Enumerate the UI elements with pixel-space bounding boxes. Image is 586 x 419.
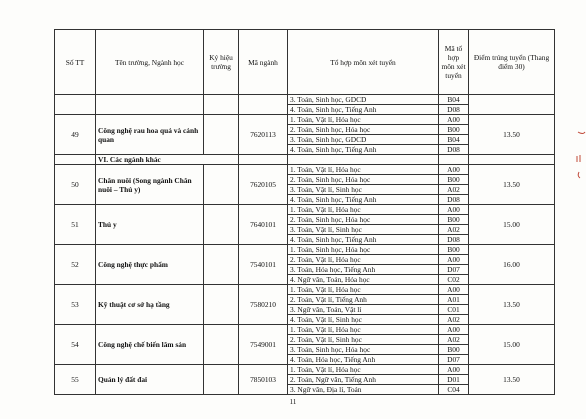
combo-cell: 4. Toán, Sinh học, Tiếng Anh (288, 105, 439, 115)
combo-code-cell: A00 (439, 255, 469, 265)
combo-cell: 2. Toán, Sinh học, Hóa học (288, 215, 439, 225)
major-code-cell: 7549001 (239, 325, 288, 365)
table-row (55, 365, 555, 375)
table-row (55, 245, 555, 255)
combo-code-cell: C04 (439, 385, 469, 395)
combo-cell: 1. Toán, Vật lí, Hóa học (288, 205, 439, 215)
table-row (55, 205, 555, 215)
combo-cell: 3. Toán, Sinh học, Hóa học (288, 345, 439, 355)
score-cell: 13.50 (469, 285, 555, 325)
major-name-cell: Quản lý đất đai (96, 365, 204, 395)
combo-cell: 2. Toán, Vật lí, Sinh học (288, 335, 439, 345)
combo-cell: 1. Toán, Sinh học, Hóa học (288, 245, 439, 255)
combo-cell: 4. Toán, Sinh học, Tiếng Anh (288, 235, 439, 245)
combo-cell: 4. Toán, Hóa học, Tiếng Anh (288, 355, 439, 365)
major-name-cell: Chăn nuôi (Song ngành Chăn nuôi – Thú y) (96, 165, 204, 205)
table-row (55, 285, 555, 295)
combo-cell: 3. Ngữ văn, Địa lí, Toán (288, 385, 439, 395)
combo-code-cell: B00 (439, 125, 469, 135)
table-row (55, 115, 555, 125)
stamp-fragment-icon (572, 128, 586, 188)
combo-code-cell: A02 (439, 315, 469, 325)
combo-code-cell: C02 (439, 275, 469, 285)
combo-code-cell: A02 (439, 335, 469, 345)
combo-cell: 1. Toán, Vật lí, Hóa học (288, 365, 439, 375)
combo-cell: 1. Toán, Vật lí, Hóa học (288, 115, 439, 125)
combo-cell: 3. Toán, Vật lí, Sinh học (288, 225, 439, 235)
major-code-cell: 7540101 (239, 245, 288, 285)
stt-cell: 51 (55, 205, 96, 245)
stt-cell: 52 (55, 245, 96, 285)
major-code-cell: 7850103 (239, 365, 288, 395)
combo-code-cell: B00 (439, 245, 469, 255)
major-code-cell: 7640101 (239, 205, 288, 245)
stt-cell: 54 (55, 325, 96, 365)
combo-code-cell: D01 (439, 375, 469, 385)
stt-cell: 53 (55, 285, 96, 325)
score-cell: 16.00 (469, 245, 555, 285)
major-code-cell: 7620105 (239, 165, 288, 205)
header-stt: Số TT (55, 30, 96, 95)
combo-code-cell: D08 (439, 195, 469, 205)
major-name-cell: Công nghệ rau hoa quả và cảnh quan (96, 115, 204, 155)
stt-cell: 55 (55, 365, 96, 395)
major-code-cell: 7580210 (239, 285, 288, 325)
combo-code-cell: D08 (439, 105, 469, 115)
header-score: Điểm trúng tuyển (Thang điểm 30) (469, 30, 555, 95)
table-row (55, 325, 555, 335)
combo-cell: 3. Toán, Sinh học, GDCD (288, 95, 439, 105)
major-name-cell: Kỹ thuật cơ sở hạ tầng (96, 285, 204, 325)
section-row (55, 155, 555, 165)
header-combo-code: Mã tổ hợp môn xét tuyển (439, 30, 469, 95)
combo-cell: 4. Ngữ văn, Toán, Hóa học (288, 275, 439, 285)
section-title: VI. Các ngành khác (96, 155, 239, 165)
combo-code-cell: A00 (439, 115, 469, 125)
major-name-cell: Thú y (96, 205, 204, 245)
header-combo: Tổ hợp môn xét tuyển (288, 30, 439, 95)
major-code-cell: 7620113 (239, 115, 288, 155)
combo-cell: 4. Toán, Sinh học, Tiếng Anh (288, 145, 439, 155)
page-number: 11 (289, 398, 297, 406)
combo-cell: 2. Toán, Vật lí, Tiếng Anh (288, 295, 439, 305)
stt-cell: 49 (55, 115, 96, 155)
combo-code-cell: A02 (439, 185, 469, 195)
combo-code-cell: C01 (439, 305, 469, 315)
major-name-cell: Công nghệ thực phẩm (96, 245, 204, 285)
combo-code-cell: B04 (439, 135, 469, 145)
combo-code-cell: A00 (439, 325, 469, 335)
combo-code-cell: B00 (439, 345, 469, 355)
combo-code-cell: A00 (439, 205, 469, 215)
combo-code-cell: A01 (439, 295, 469, 305)
combo-code-cell: A00 (439, 165, 469, 175)
score-cell: 13.50 (469, 115, 555, 155)
major-name-cell: Công nghệ chế biến lâm sản (96, 325, 204, 365)
combo-code-cell: A00 (439, 285, 469, 295)
combo-code-cell: A00 (439, 365, 469, 375)
combo-cell: 1. Toán, Vật lí, Hóa học (288, 285, 439, 295)
score-cell: 13.50 (469, 165, 555, 205)
combo-cell: 1. Toán, Vật lí, Hóa học (288, 325, 439, 335)
combo-cell: 2. Toán, Ngữ văn, Tiếng Anh (288, 375, 439, 385)
combo-cell: 2. Toán, Sinh học, Hóa học (288, 125, 439, 135)
combo-code-cell: B04 (439, 95, 469, 105)
combo-cell: 4. Toán, Sinh học, Tiếng Anh (288, 195, 439, 205)
stt-cell: 50 (55, 165, 96, 205)
table-row (55, 95, 555, 105)
combo-cell: 3. Toán, Vật lí, Sinh học (288, 185, 439, 195)
score-cell: 13.50 (469, 365, 555, 395)
combo-code-cell: D08 (439, 145, 469, 155)
combo-cell: 4. Toán, Vật lí, Sinh học (288, 315, 439, 325)
combo-code-cell: D07 (439, 265, 469, 275)
combo-cell: 1. Toán, Vật lí, Hóa học (288, 165, 439, 175)
combo-code-cell: D08 (439, 235, 469, 245)
table-header-row (55, 30, 555, 95)
combo-cell: 3. Ngữ văn, Toán, Vật lí (288, 305, 439, 315)
header-major-code: Mã ngành (239, 30, 288, 95)
header-code-kh: Ký hiệu trường (204, 30, 239, 95)
combo-cell: 2. Toán, Vật lí, Hóa học (288, 255, 439, 265)
combo-code-cell: B00 (439, 215, 469, 225)
admission-scores-table (54, 29, 555, 395)
combo-cell: 2. Toán, Sinh học, Hóa học (288, 175, 439, 185)
score-cell: 15.00 (469, 205, 555, 245)
score-cell: 15.00 (469, 325, 555, 365)
combo-code-cell: D07 (439, 355, 469, 365)
combo-code-cell: B00 (439, 175, 469, 185)
combo-cell: 3. Toán, Sinh học, GDCD (288, 135, 439, 145)
table-row (55, 165, 555, 175)
header-name: Tên trường, Ngành học (96, 30, 204, 95)
combo-code-cell: A02 (439, 225, 469, 235)
combo-cell: 3. Toán, Hóa học, Tiếng Anh (288, 265, 439, 275)
